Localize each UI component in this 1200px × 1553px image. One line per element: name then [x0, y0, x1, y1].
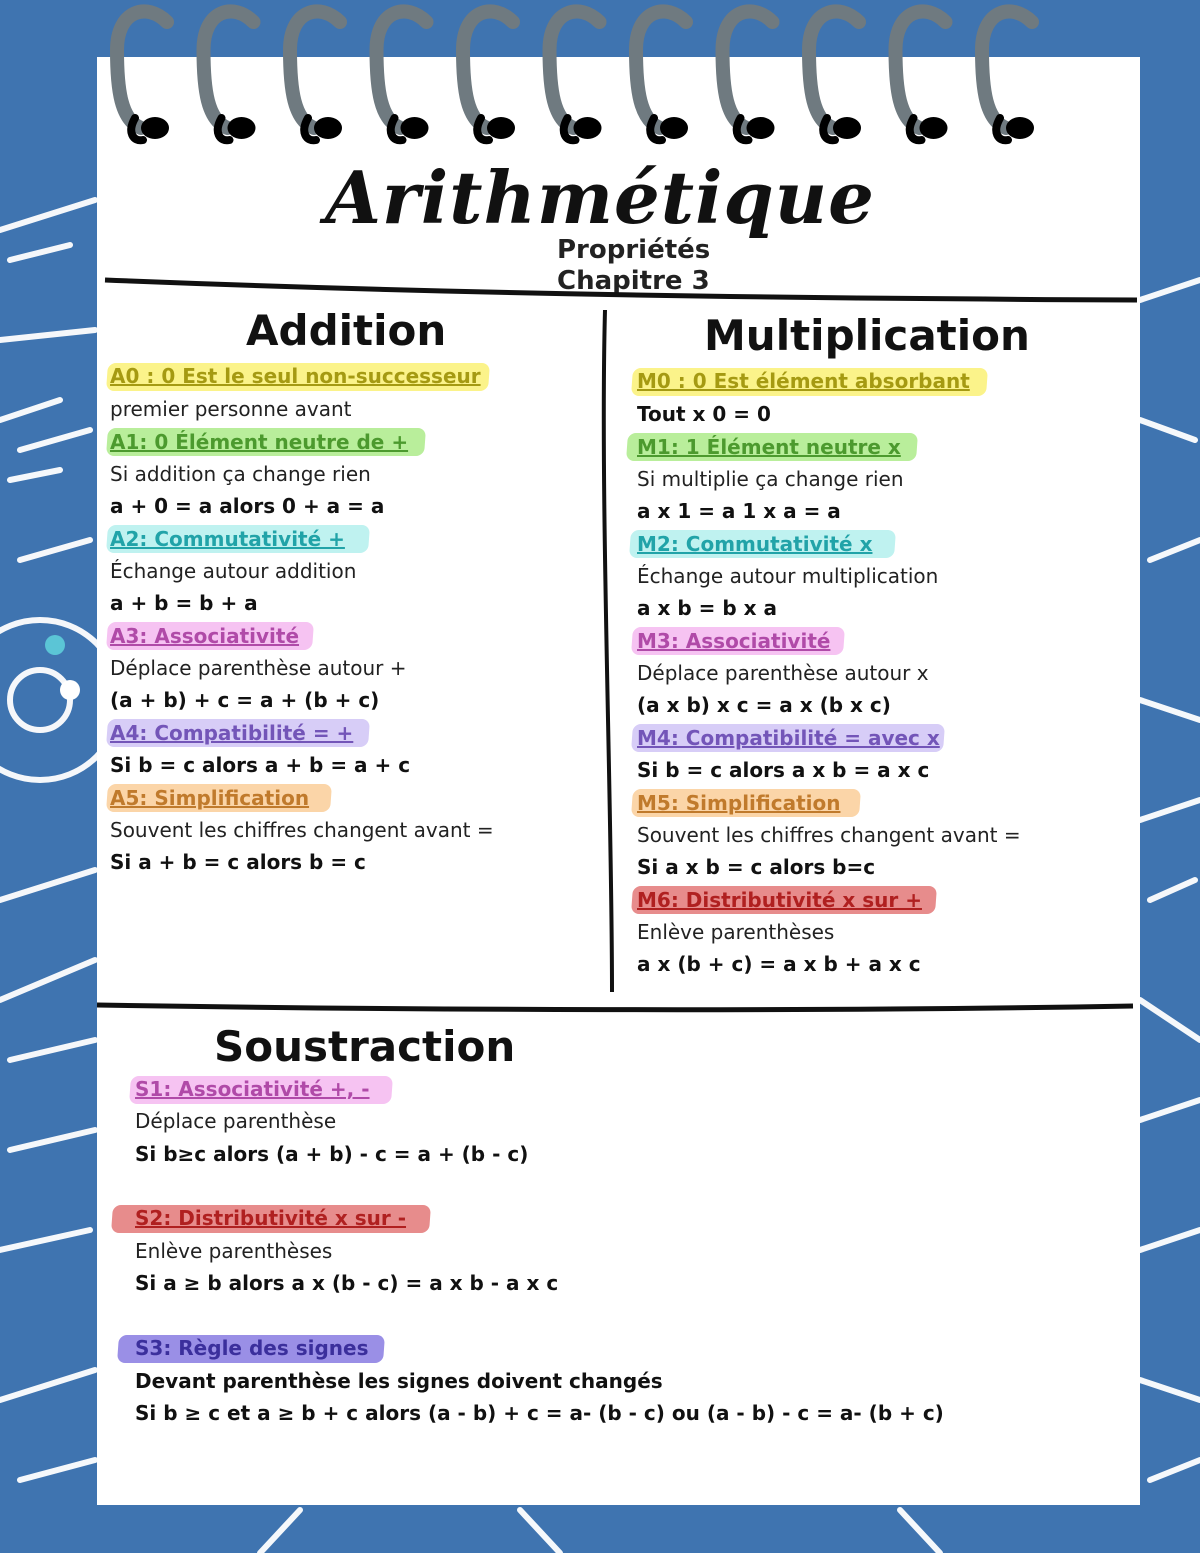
s3-description: Devant parenthèse les signes doivent changés	[135, 1369, 663, 1393]
m5-formula: Si a x b = c alors b=c	[637, 855, 876, 879]
soustraction-heading: Soustraction	[214, 1022, 516, 1071]
m3-description: Déplace parenthèse autour x	[637, 661, 929, 685]
s3-formula: Si b ≥ c et a ≥ b + c alors (a - b) + c = a- (b - c) ou (a - b) - c = a- (b + c)	[135, 1401, 944, 1425]
m3-label: M3: Associativité	[637, 629, 831, 653]
m2-description: Échange autour multiplication	[637, 564, 939, 588]
a0-description: premier personne avant	[110, 397, 352, 421]
s2-formula: Si a ≥ b alors a x (b - c) = a x b - a x c	[135, 1271, 559, 1295]
m6-label: M6: Distributivité x sur +	[637, 888, 922, 912]
a1-description: Si addition ça change rien	[110, 462, 371, 486]
m0-label: M0 : 0 Est élément absorbant	[637, 369, 970, 393]
spiral-ring	[117, 11, 169, 140]
page-title: Arithmétique	[325, 155, 875, 240]
spiral-ring	[896, 11, 948, 140]
s1-formula: Si b≥c alors (a + b) - c = a + (b - c)	[135, 1142, 529, 1166]
a1-formula: a + 0 = a alors 0 + a = a	[110, 494, 385, 518]
a2-formula: a + b = b + a	[110, 591, 258, 615]
a4-formula: Si b = c alors a + b = a + c	[110, 753, 411, 777]
spiral-ring	[982, 11, 1034, 140]
m1-formula: a x 1 = a 1 x a = a	[637, 499, 841, 523]
a0-label: A0 : 0 Est le seul non-successeur	[110, 364, 481, 388]
a3-label: A3: Associativité	[110, 624, 300, 648]
spiral-ring	[809, 11, 861, 140]
a3-description: Déplace parenthèse autour +	[110, 656, 407, 680]
page-subtitle: Propriétés	[557, 235, 711, 265]
a3-formula: (a + b) + c = a + (b + c)	[110, 688, 380, 712]
s1-label: S1: Associativité +, -	[135, 1077, 370, 1101]
a4-label: A4: Compatibilité = +	[110, 721, 354, 745]
m6-description: Enlève parenthèses	[637, 920, 835, 944]
m4-label: M4: Compatibilité = avec x	[637, 726, 940, 750]
addition-heading: Addition	[246, 306, 447, 355]
spiral-ring	[550, 11, 602, 140]
m2-formula: a x b = b x a	[637, 596, 777, 620]
spiral-binding	[97, 0, 1140, 160]
multiplication-heading: Multiplication	[704, 311, 1030, 360]
m4-formula: Si b = c alors a x b = a x c	[637, 758, 930, 782]
s3-label: S3: Règle des signes	[135, 1336, 369, 1360]
a2-description: Échange autour addition	[110, 559, 357, 583]
chapter-label: Chapitre 3	[557, 266, 710, 296]
m0-formula: Tout x 0 = 0	[637, 402, 771, 426]
a2-label: A2: Commutativité +	[110, 527, 345, 551]
a5-description: Souvent les chiffres changent avant =	[110, 818, 494, 842]
a5-formula: Si a + b = c alors b = c	[110, 850, 366, 874]
m3-formula: (a x b) x c = a x (b x c)	[637, 693, 891, 717]
m1-label: M1: 1 Élément neutre x	[637, 435, 901, 459]
m1-description: Si multiplie ça change rien	[637, 467, 904, 491]
spiral-ring	[290, 11, 342, 140]
spiral-ring	[377, 11, 429, 140]
spiral-ring	[463, 11, 515, 140]
a5-label: A5: Simplification	[110, 786, 310, 810]
m6-formula: a x (b + c) = a x b + a x c	[637, 952, 921, 976]
s2-description: Enlève parenthèses	[135, 1239, 333, 1263]
m2-label: M2: Commutativité x	[637, 532, 873, 556]
m5-description: Souvent les chiffres changent avant =	[637, 823, 1021, 847]
s1-description: Déplace parenthèse	[135, 1109, 337, 1133]
spiral-ring	[204, 11, 256, 140]
s2-label: S2: Distributivité x sur -	[135, 1206, 407, 1230]
spiral-ring	[636, 11, 688, 140]
m5-label: M5: Simplification	[637, 791, 841, 815]
a1-label: A1: 0 Élément neutre de +	[110, 430, 409, 454]
spiral-ring	[723, 11, 775, 140]
